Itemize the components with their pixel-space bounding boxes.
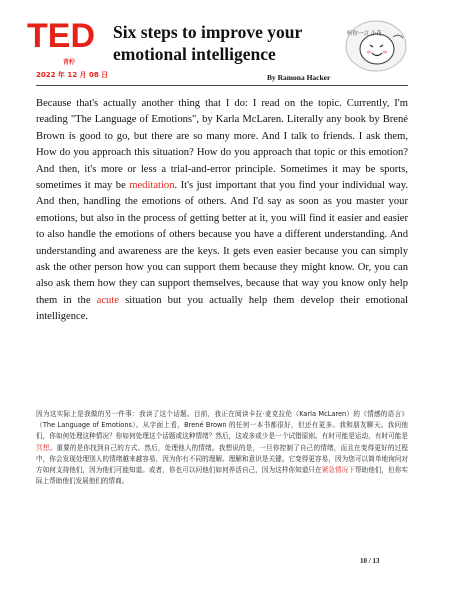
chinese-text-part-2: 。重要的是你找到自己的方式。然后，处理他人的情绪。我想说的是，一旦你控制了自己的情绪，而且在变得更好的过程中，你会发现处理别人的情绪越来越容易，因为你有不同的理解。理解和意识是关键。它变得更容易，因为您可以简单地询问对方如何支持他们，因为他们可能知道。或者，你也可以问他们如何养活自己，因为这样你知道只在 <box>36 443 409 475</box>
english-paragraph <box>36 96 408 326</box>
ted-logo-subtitle: 青柠 <box>63 59 76 66</box>
english-text-part-3: situation but you actually help them develop their emotional intelligence. <box>36 294 408 323</box>
publish-date: 2022 年 12 月 08 日 <box>36 71 109 79</box>
chinese-text-part-1: 因为这实际上是我做的另一件事：我读了这个话题。目前，我正在阅读卡拉·麦克拉伦（Karla McLaren）的《情感的语言》（The Language of Emotions）。从字面上看，Brené Brown 的任何一本书都很好，但还有更多。我和朋友聊天。我问他们，你如何处理这种情况？你如何处理这个话题或这种情绪？然后，这或多或少是一个试错原则。有时可能是运动，有时可能是 <box>36 410 408 441</box>
page-header <box>0 0 450 92</box>
ted-logo: TED <box>27 17 95 55</box>
highlight-meditation: meditation <box>129 180 175 192</box>
highlight-jinji: 紧急情况下 <box>321 466 355 475</box>
english-text-part-2: . It's just important that you find your individual way. And then, handling the emotions of others. And I'd say as soon as you master your emotions, but also in the process of getting better at it, you will find it easier and easier to also handle the emotions of others because you have a different understanding. And understanding and awareness are the keys. It gets even easier because you can simply ask the other person how you can support them because they might know. Or, you can also ask them how they can support themselves, because that way you know only help them in the <box>36 180 408 306</box>
header-divider <box>36 85 408 86</box>
english-text-part-1: Because that's actually another thing that I do: I read on the topic. Currently, I'm reading "The Language of Emotions", by Karla McLaren. Literally any book by Brené Brown is good to go, but there are so many more. And I talk to friends. I ask them, How do you approach this situation? How do you approach that topic or this emotion? And then, it's more or less a trial-and-error principle. Sometimes it may be sports, sometimes it may be <box>36 98 408 192</box>
mascot-sticker-icon <box>341 13 411 75</box>
page-number: 10 / 13 <box>360 557 380 565</box>
chinese-paragraph <box>36 409 408 487</box>
author-byline: By Ramona Hacker <box>267 73 331 82</box>
mascot-caption: 听你一言 小花 <box>347 31 382 37</box>
highlight-acute: acute <box>96 294 119 306</box>
article-title: Six steps to improve your emotional intelligence <box>113 22 302 64</box>
chinese-text-part-3: 帮助他们，但你实际上帮助他们发展他们的情商。 <box>36 466 409 486</box>
highlight-mingxiang: 冥想 <box>36 443 50 452</box>
